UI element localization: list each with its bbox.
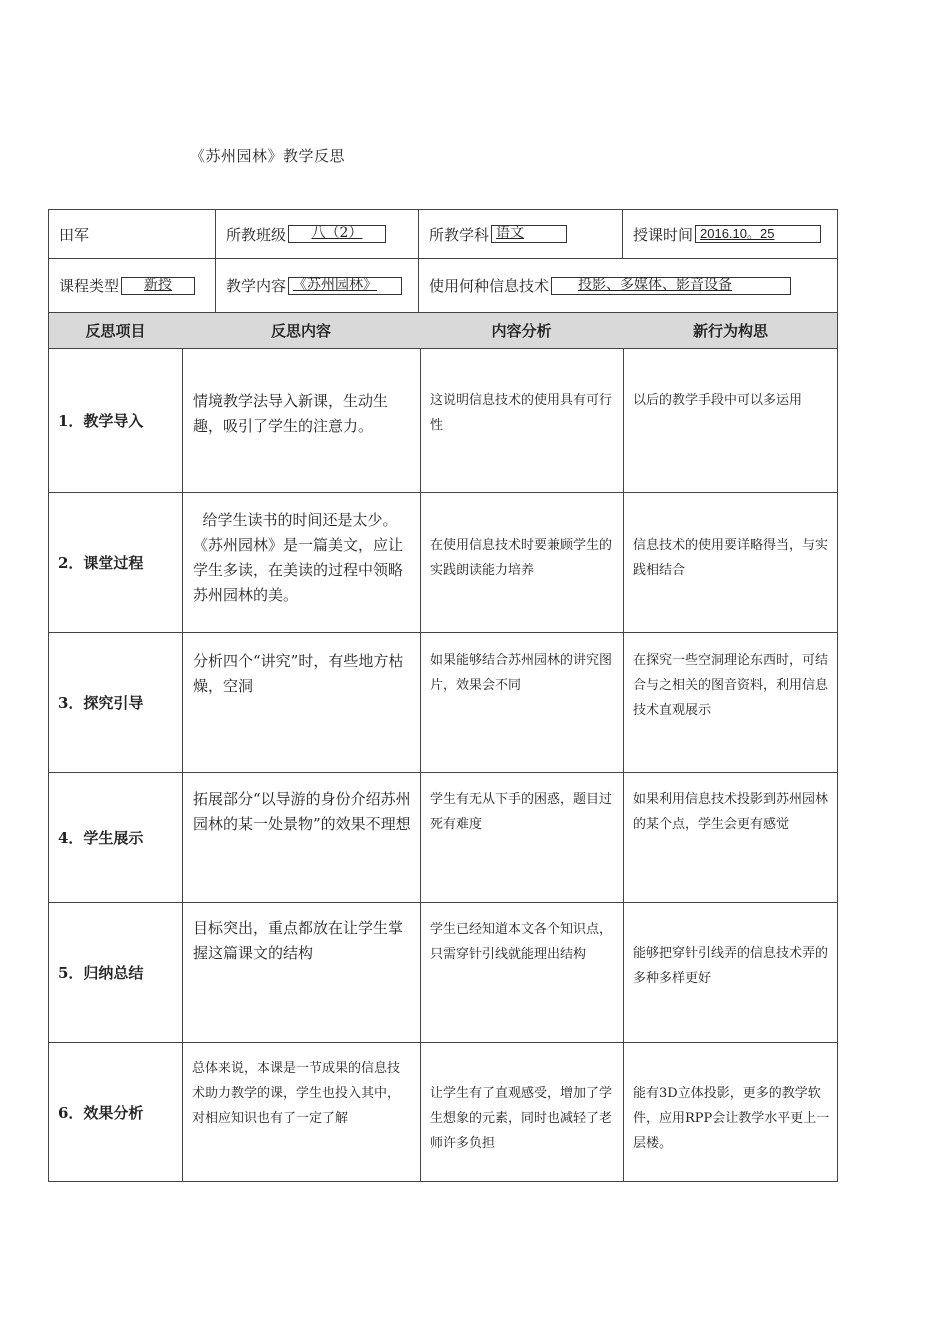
table-row [49, 349, 837, 493]
row-idea: 如果利用信息技术投影到苏州园林的某个点，学生会更有感觉 [633, 792, 829, 832]
content-label: 教学内容 [226, 277, 287, 295]
teacher-name: 田军 [59, 225, 90, 244]
header-analysis: 内容分析 [491, 322, 552, 340]
row-idea: 信息技术的使用要详略得当，与实践相结合 [633, 538, 829, 578]
row-analysis: 学生有无从下手的困惑，题目过死有难度 [430, 792, 613, 832]
page-title: 《苏州园林》教学反思 [190, 147, 346, 165]
date-field: 2016.10。25 [695, 225, 821, 243]
row-idea: 在探究一些空洞理论东西时，可结合与之相关的图音资料，利用信息技术直观展示 [633, 653, 829, 718]
table-row [49, 633, 837, 773]
row-content: 目标突出，重点都放在让学生掌握这篇课文的结构 [193, 919, 404, 962]
row-content: 分析四个“讲究”时，有些地方枯燥，空洞 [193, 652, 404, 695]
row-analysis: 学生已经知道本文各个知识点，只需穿针引线就能理出结构 [430, 922, 613, 962]
subject-field: 语文 [491, 225, 567, 243]
table-row [49, 1043, 837, 1182]
tech-field: 投影、多媒体、影音设备 [551, 277, 791, 295]
table-row [49, 493, 837, 633]
subject-label: 所教学科 [429, 225, 490, 244]
info-table [48, 209, 838, 313]
class-cell [215, 210, 418, 258]
row-item: 1．教学导入 [58, 412, 144, 430]
header-idea: 新行为构思 [692, 322, 768, 340]
reflection-table [48, 313, 838, 1182]
row-content: 拓展部分“以导游的身份介绍苏州园林的某一处景物”的效果不理想 [193, 790, 411, 833]
row-analysis: 让学生有了直观感受，增加了学生想象的元素，同时也减轻了老师许多负担 [430, 1086, 613, 1151]
class-label: 所教班级 [226, 225, 287, 244]
tech-cell [418, 258, 838, 313]
content-field: 《苏州园林》 [288, 277, 402, 295]
date-cell [622, 210, 838, 258]
table-header [49, 313, 837, 349]
row-idea: 能够把穿针引线弄的信息技术弄的多种多样更好 [633, 946, 829, 986]
row-content: 情境教学法导入新课，生动生趣，吸引了学生的注意力。 [193, 392, 389, 435]
row-item: 3．探究引导 [58, 694, 144, 712]
row-item: 2．课堂过程 [58, 554, 144, 572]
class-field: 八（2） [288, 225, 386, 243]
table-row [49, 773, 837, 903]
header-item: 反思项目 [85, 322, 146, 340]
content-cell [215, 258, 418, 313]
header-content: 反思内容 [270, 322, 331, 340]
info-row-2 [49, 258, 837, 313]
subject-cell [418, 210, 622, 258]
row-item: 6．效果分析 [58, 1104, 144, 1122]
row-idea: 能有3D立体投影，更多的教学软件，应用RPP会让教学水平更上一层楼。 [633, 1086, 830, 1151]
row-item: 4．学生展示 [58, 829, 144, 847]
row-idea: 以后的教学手段中可以多运用 [633, 393, 803, 408]
date-label: 授课时间 [633, 225, 694, 244]
row-analysis: 在使用信息技术时要兼顾学生的实践朗读能力培养 [430, 538, 613, 578]
row-analysis: 这说明信息技术的使用具有可行性 [430, 393, 613, 433]
info-row-1 [49, 210, 837, 259]
row-analysis: 如果能够结合苏州园林的讲究图片，效果会不同 [430, 653, 613, 693]
row-content: 总体来说，本课是一节成果的信息技术助力教学的课，学生也投入其中，对相应知识也有了一定了解 [192, 1061, 401, 1126]
type-cell [49, 258, 215, 313]
row-content: 给学生读书的时间还是太少。《苏州园林》是一篇美文，应让学生多读，在美读的过程中领略苏州园林的美。 [193, 511, 404, 604]
table-row [49, 903, 837, 1043]
tech-label: 使用何种信息技术 [429, 277, 550, 295]
type-field: 新授 [121, 277, 195, 295]
row-item: 5．归纳总结 [58, 964, 144, 982]
type-label: 课程类型 [59, 277, 120, 295]
